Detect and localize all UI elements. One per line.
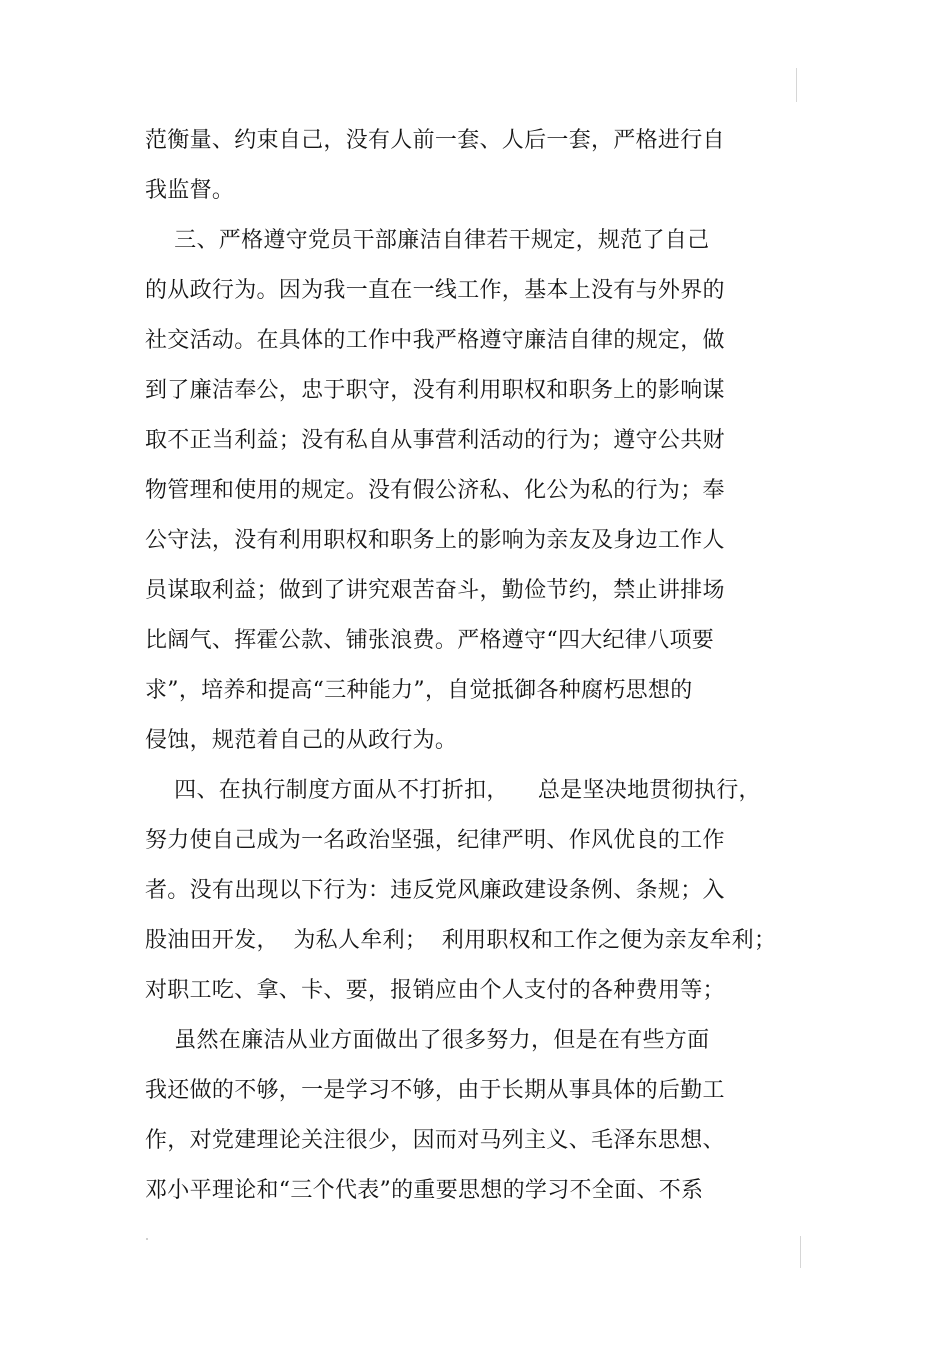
text-line: 者。没有出现以下行为：违反党风廉政建设条例、条规；入 [145, 878, 725, 903]
text-line: 努力使自己成为一名政治坚强，纪律严明、作风优良的工作 [145, 828, 725, 853]
text-line: 员谋取利益；做到了讲究艰苦奋斗，勤俭节约，禁止讲排场 [145, 578, 725, 603]
text-line: 虽然在廉洁从业方面做出了很多努力，但是在有些方面 [145, 1028, 710, 1053]
scan-speck [146, 1238, 148, 1240]
text-line: 三、严格遵守党员干部廉洁自律若干规定，规范了自己 [145, 228, 710, 253]
page-edge-mark-bottom [800, 1236, 801, 1268]
text-line: 侵蚀，规范着自己的从政行为。 [145, 728, 458, 753]
text-line: 股油田开发， 为私人牟利； 利用职权和工作之便为亲友牟利； [145, 928, 777, 953]
text-line: 四、在执行制度方面从不打折扣， 总是坚决地贯彻执行， [145, 778, 761, 803]
text-line: 物管理和使用的规定。没有假公济私、化公为私的行为；奉 [145, 478, 725, 503]
text-line: 我监督。 [145, 178, 235, 203]
text-line: 的从政行为。因为我一直在一线工作，基本上没有与外界的 [145, 278, 725, 303]
text-line: 作，对党建理论关注很少，因而对马列主义、毛泽东思想、 [145, 1128, 725, 1153]
text-line: 范衡量、约束自己，没有人前一套、人后一套，严格进行自 [145, 128, 725, 153]
text-line: 我还做的不够，一是学习不够，由于长期从事具体的后勤工 [145, 1078, 725, 1103]
text-line: 公守法，没有利用职权和职务上的影响为亲友及身边工作人 [145, 528, 725, 553]
text-line: 社交活动。在具体的工作中我严格遵守廉洁自律的规定，做 [145, 328, 725, 353]
text-line: 对职工吃、拿、卡、要，报销应由个人支付的各种费用等； [145, 978, 725, 1003]
text-line: 取不正当利益；没有私自从事营利活动的行为；遵守公共财 [145, 428, 725, 453]
text-line: 比阔气、挥霍公款、铺张浪费。严格遵守“四大纪律八项要 [145, 628, 715, 653]
text-line: 邓小平理论和“三个代表”的重要思想的学习不全面、不系 [145, 1178, 704, 1203]
text-line: 到了廉洁奉公，忠于职守，没有利用职权和职务上的影响谋 [145, 378, 725, 403]
page-edge-mark-top [796, 68, 797, 102]
text-line: 求”，培养和提高“三种能力”，自觉抵御各种腐朽思想的 [145, 678, 693, 703]
